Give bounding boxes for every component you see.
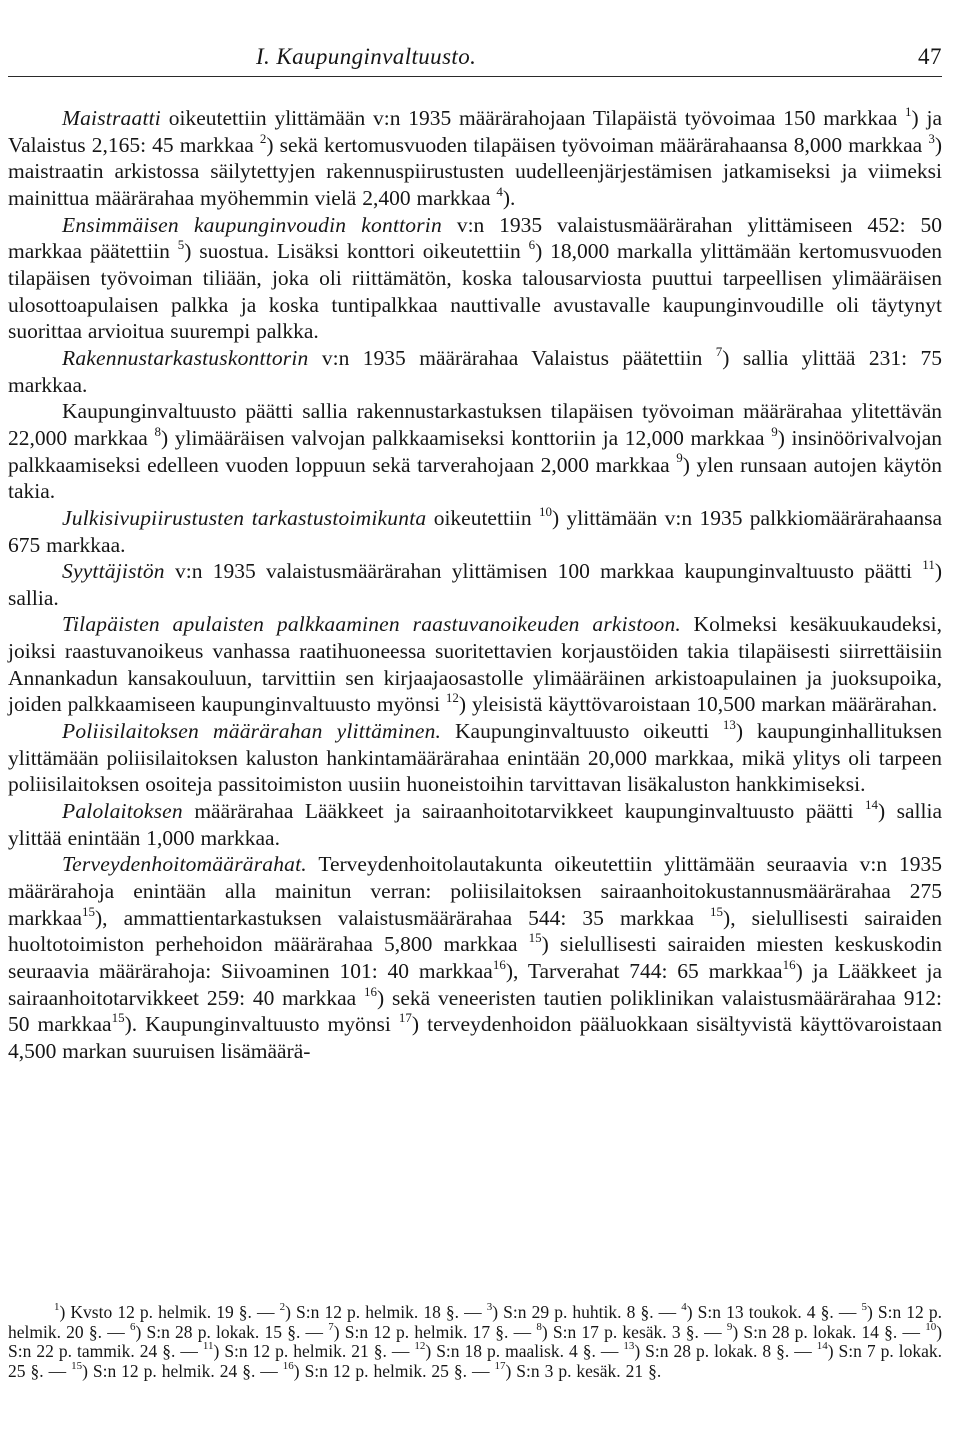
text-run: ) S:n 12 p. helmik. 21 §. — — [213, 1341, 415, 1362]
text-run: ) sielullisesti sairaiden miesten keskuskodin seuraavia määrärahoja: Siivoaminen 101: 40 markkaa — [8, 932, 942, 983]
text-run: v:n 1935 määrärahaa Valaistus päätettiin — [308, 345, 716, 370]
footnote-marker: 14 — [816, 1340, 828, 1353]
text-run: Kaupunginvaltuusto oikeutti — [441, 719, 723, 744]
text-run: ) S:n 13 toukok. 4 §. — — [686, 1302, 862, 1322]
footnote-marker: 16 — [363, 983, 377, 999]
footnote-marker: 9 — [726, 1320, 733, 1333]
text-run: v:n 1935 valaistusmäärärahan ylittämiseen 452: 50 markkaa päätettiin — [8, 212, 943, 264]
italic-heading: Poliisilaitoksen määrärahan ylittäminen. — [62, 719, 442, 744]
italic-heading: Julkisivupiirustusten tarkastustoimikunta — [62, 505, 427, 530]
document-page — [8, 0, 942, 1442]
footnote-marker: 11 — [202, 1340, 214, 1353]
footnote-marker: 15 — [82, 903, 96, 919]
text-run: ). — [502, 185, 516, 210]
page-number: 47 — [918, 44, 942, 69]
text-run: ). Kaupunginvaltuusto myönsi — [124, 1012, 399, 1037]
footnote-marker: 13 — [722, 716, 736, 732]
footnote-marker: 7 — [715, 343, 723, 359]
italic-heading: Tilapäisten apulaisten palkkaaminen raastuvanoikeuden arkistoon. — [62, 612, 681, 637]
text-run: ) S:n 7 p. lokak. 25 §. — — [8, 1341, 943, 1381]
text-run: ) S:n 3 p. kesäk. 21 §. — [505, 1360, 662, 1381]
footnote-marker: 4 — [681, 1301, 687, 1314]
paragraph — [8, 345, 942, 398]
footnote-marker: 8 — [154, 423, 161, 439]
footnote-marker: 15 — [111, 1010, 125, 1026]
text-run: ) ylen runsaan autojen käytön takia. — [8, 452, 942, 504]
footnote-marker: 9 — [771, 423, 778, 439]
footnote-marker: 6 — [528, 237, 536, 253]
text-run: ), sielullisesti sairaiden huoltotoimiston perhehoidon määrärahaa 5,800 markkaa — [8, 905, 942, 957]
text-run: ) S:n 12 p. helmik. 17 §. — — [333, 1321, 537, 1342]
paragraph — [8, 505, 942, 558]
footnote-marker: 12 — [414, 1340, 426, 1353]
text-run: ) ja Lääkkeet ja sairaanhoitotarvikkeet 259: 40 markkaa — [8, 959, 942, 1010]
text-run: ) ja Valaistus 2,165: 45 markkaa — [8, 106, 942, 157]
text-run: ) S:n 22 p. tammik. 24 §. — — [8, 1321, 943, 1362]
footnote-marker: 1 — [905, 103, 912, 119]
header-rule — [8, 76, 942, 77]
text-run: ), ammattientarkastuksen valaistusmäärärahaa 544: 35 markkaa — [95, 905, 711, 930]
text-run: ) sallia ylittää enintään 1,000 markkaa. — [8, 799, 942, 850]
text-run: ) S:n 17 p. kesäk. 3 §. — — [541, 1321, 727, 1342]
footnote-marker: 9 — [676, 450, 683, 466]
text-run: ) sallia. — [8, 559, 942, 610]
text-run: ) sekä kertomusvuoden tilapäisen työvoiman määrärahaansa 8,000 markkaa — [266, 132, 929, 157]
body-text — [8, 105, 942, 1065]
footnote-marker: 16 — [492, 956, 506, 972]
footnote-marker: 13 — [623, 1340, 635, 1353]
footnote-marker: 8 — [536, 1320, 542, 1333]
text-run: oikeutettiin — [426, 505, 539, 530]
text-run: ) S:n 29 p. huhtik. 8 §. — — [492, 1302, 682, 1322]
text-run: ) maistraatin arkistossa säilytettyjen rakennuspiirustusten uudelleenjärjestämisen jatkamiseksi ja viimeksi mainittua määrärahaa myöhemmin vielä 2,400 markkaa — [8, 132, 942, 210]
running-head: I. Kaupunginvaltuusto. — [256, 44, 477, 69]
paragraph — [8, 558, 942, 611]
page-header — [8, 44, 942, 74]
footnote-marker: 17 — [494, 1359, 506, 1372]
text-run: ) ylimääräisen valvojan palkkaamiseksi konttoriin ja 12,000 markkaa — [160, 425, 772, 450]
footnote-marker: 14 — [864, 796, 878, 812]
text-run: ) S:n 28 p. lokak. 14 §. — — [732, 1321, 926, 1342]
footnote-marker: 15 — [71, 1359, 83, 1372]
text-run: ) sallia ylittää 231: 75 markkaa. — [8, 345, 942, 397]
text-run: Terveydenhoitolautakunta oikeutettiin ylittämään seuraavia v:n 1935 määrärahoja enintään alla mainitun verran: poliisilaitoksen sairaanhoitokustannusmäärärahaa 275 markkaa — [8, 852, 942, 930]
text-run: Kaupunginvaltuusto päätti sallia rakennustarkastuksen tilapäisen työvoiman määrärahaa ylitettävän 22,000 markkaa — [8, 399, 942, 450]
footnote-marker: 7 — [328, 1320, 334, 1333]
text-run: ) sekä veneeristen tautien poliklinikan valaistusmäärärahaa 912: 50 markkaa — [8, 985, 942, 1037]
italic-heading: Syyttäjistön — [62, 559, 165, 584]
text-run: ) yleisistä käyttövaroistaan 10,500 markan määrärahan. — [458, 692, 938, 717]
footnote-marker: 5 — [861, 1301, 867, 1314]
paragraph — [8, 718, 942, 798]
italic-heading: Terveydenhoitomäärärahat. — [62, 852, 307, 877]
paragraph — [8, 398, 942, 505]
text-run: ) insinöörivalvojan palkkaamiseksi edelleen vuoden loppuun sekä tarverahojaan 2,000 markkaa — [8, 425, 943, 477]
italic-heading: Ensimmäisen kaupunginvoudin konttorin — [62, 212, 442, 237]
italic-heading: Rakennustarkastuskonttorin — [62, 345, 309, 370]
paragraph — [8, 105, 942, 212]
text-run: ) S:n 28 p. lokak. 15 §. — — [135, 1321, 329, 1342]
footnote-marker: 2 — [259, 130, 267, 146]
paragraph — [8, 212, 942, 345]
text-run: ) S:n 12 p. helmik. 20 §. — — [8, 1302, 943, 1342]
text-run: ) kaupunginhallituksen ylittämään poliisilaitoksen kaluston hankintamäärärahaa enintään 20,000 markkaa, mikä ylitys oli tarpeen poliisilaitoksen osoiteja passitoimiston uusiin huoneistoihin tarvittavan lisäkaluston hankkimiseksi. — [8, 719, 942, 797]
text-run: ) Kvsto 12 p. helmik. 19 §. — — [59, 1302, 280, 1322]
footnote-marker: 3 — [928, 130, 935, 146]
paragraph — [8, 611, 942, 718]
footnote-marker: 6 — [129, 1320, 136, 1333]
footnote-marker: 15 — [710, 903, 724, 919]
text-run: ), Tarverahat 744: 65 markkaa — [505, 959, 783, 983]
text-run: määrärahaa Lääkkeet ja sairaanhoitotarvikkeet kaupunginvaltuusto päätti — [182, 799, 865, 824]
footnote-marker: 17 — [398, 1010, 412, 1026]
text-run: Kolmeksi kesäkuukaudeksi, joiksi raastuvanoikeus vanhassa raatihuoneessa suoritettavien korjaustöiden takia tilapäisesti siirrettäisiin Annankadun kansakouluun, tarvittiin sen kirjaajaosastolle ylimääräinen arkistoapulainen ja juoksupoika, joiden palkkaamiseen kaupunginvaltuusto myönsi — [8, 612, 942, 717]
text-run: ) S:n 18 p. maalisk. 4 §. — — [425, 1341, 624, 1362]
text-run: ) S:n 12 p. helmik. 24 §. — — [82, 1360, 283, 1381]
text-run: ) S:n 12 p. helmik. 25 §. — — [293, 1360, 495, 1381]
footnotes — [8, 1303, 942, 1381]
text-run: ) terveydenhoidon pääluokkaan sisältyvistä käyttövaroistaan 4,500 markan suuruisen lisämäärä- — [8, 1012, 942, 1063]
footnote-marker: 5 — [177, 237, 185, 253]
footnote-marker: 12 — [445, 690, 459, 706]
paragraph — [8, 851, 942, 1064]
footnote-block — [8, 1303, 942, 1381]
italic-heading: Palolaitoksen — [62, 799, 183, 824]
text-run: ) ylittämään v:n 1935 palkkiomäärärahaansa 675 markkaa. — [8, 505, 942, 557]
text-run: ) S:n 12 p. helmik. 18 §. — — [285, 1302, 487, 1322]
footnote-marker: 16 — [782, 956, 796, 972]
footnote-marker: 1 — [54, 1301, 60, 1314]
footnote-marker: 10 — [538, 503, 552, 519]
text-run: oikeutettiin ylittämään v:n 1935 määrärahojaan Tilapäistä työvoimaa 150 markkaa — [160, 106, 906, 130]
text-run: ) 18,000 markalla ylittämään kertomusvuoden tilapäisen työvoiman tiliään, joka oli riittämätön, koska talousarviosta puuttui tarpeellisen ylimääräisen ulosottoapulaisen palkka ja koska tuntipalkkaa nauttivalle avustavalle kaupunginvoudille oli täytynyt suorittaa arvioitua suurempi palkka. — [8, 239, 942, 344]
footnote-marker: 4 — [496, 183, 503, 199]
footnote-marker: 2 — [279, 1301, 286, 1314]
footnote-marker: 16 — [282, 1359, 294, 1372]
text-run: ) S:n 28 p. lokak. 8 §. — — [634, 1341, 817, 1362]
italic-heading: Maistraatti — [62, 106, 161, 130]
footnote-marker: 10 — [925, 1320, 937, 1333]
footnote-marker: 15 — [528, 930, 542, 946]
text-run: ) suostua. Lisäksi konttori oikeutettiin — [184, 239, 529, 264]
footnote-marker: 11 — [922, 557, 935, 572]
paragraph — [8, 798, 942, 851]
text-run: v:n 1935 valaistusmäärärahan ylittämisen 100 markkaa kaupunginvaltuusto päätti — [164, 559, 923, 584]
footnote-marker: 3 — [486, 1301, 493, 1314]
